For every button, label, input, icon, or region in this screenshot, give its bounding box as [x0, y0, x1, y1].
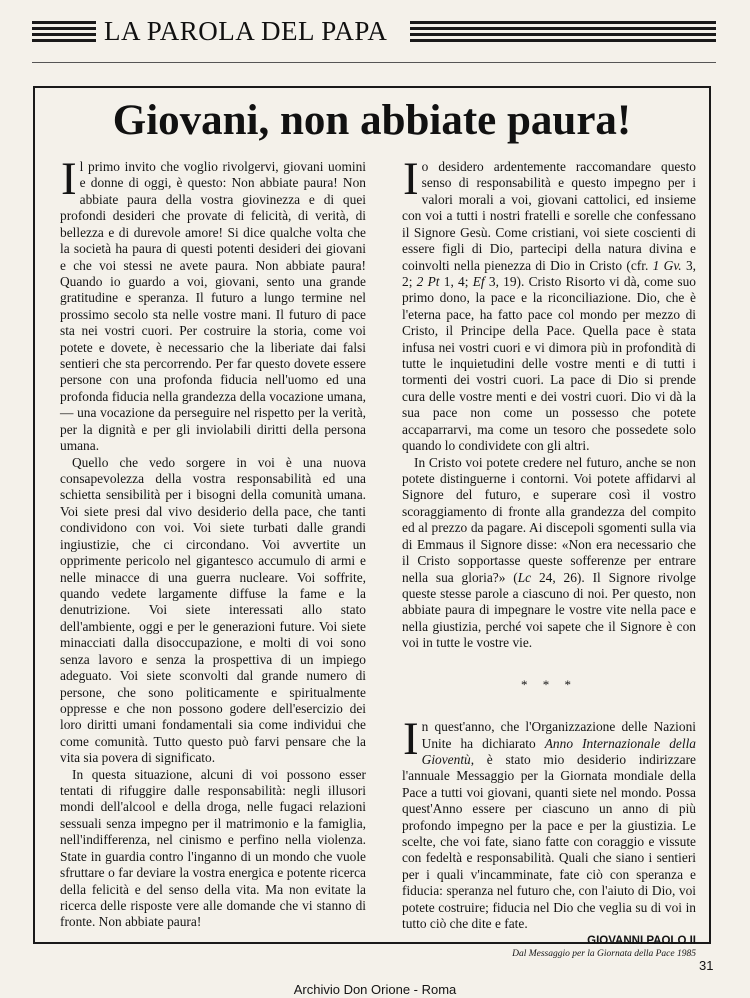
- drop-cap: I: [61, 153, 77, 205]
- section-title: LA PAROLA DEL PAPA: [104, 16, 388, 46]
- paragraph: Io desidero ardentemente raccomandare questo senso di responsabilità e questo impegno per i valori morali a voi, giovani cattolici, ed insieme con voi a tutti i nostri fratelli e sorelle che confessano il Signore Gesù. Come cristiani, voi siete coscienti di essere figli di Dio, partecipi della natura divina e coinvolti nella pienezza di Dio in Cristo (cfr. 1 Gv. 3, 2; 2 Pt 1, 4; Ef 3, 19). Cristo Risorto vi dà, come suo primo dono, la pace e la riconciliazione. Dio, che è l'eterna pace, ha fatto pace col mondo per mezzo di Cristo, il Principe della Pace. Quella pace è stata infusa nei vostri cuori e vi dimora più in profondità di tutte le inquietudini delle vostre menti e di tutti i tormenti dei vostri cuori. La pace di Dio si prende cura delle vostre menti e dei vostri cuori. Dio vi dà la sua pace non come un possesso che potete accaparrarvi, ma come un tesoro che possedete solo quando lo condividete con gli altri.: [402, 153, 697, 454]
- section-header: [32, 15, 716, 51]
- author-signature: GIOVANNI PAOLO II: [587, 934, 696, 947]
- paragraph: In Cristo voi potete credere nel futuro, anche se non potete distinguerne i contorni. Voi potete affidarvi al Signore del futuro, e superare così il vostro scoraggiamento di fronte alla grandezza del compito ed al prezzo da pagare. Ai discepoli sgomenti sulla via di Emmaus il Signore disse: «Non era necessario che il Cristo sopportasse queste sofferenze per entrare nella sua gloria?» (Lc 24, 26). Il Signore rivolge queste stesse parole a ciascuno di noi. Per questo, non abbiate paura di impegnare le vostre vite nella pace e nella giustizia, perché voi sapete che il Signore è con voi in tutte le vostre vie.: [402, 454, 696, 651]
- archive-credit: Archivio Don Orione - Roma: [293, 982, 457, 997]
- bible-reference: Lc: [517, 569, 532, 585]
- paragraph: Il primo invito che voglio rivolgervi, giovani uomini e donne di oggi, è questo: Non abbiate paura! Non abbiate paura della vostra giovinezza e di quei profondi desideri che provate di felicità, di verità, di bellezza e di durevole amore! Si dice qualche volta che la società ha paura di questi potenti desideri dei giovani e che voi stessi ne avete paura. Non abbiate paura! Quando io guardo a voi, giovani, sento una grande gratitudine e speranza. Il futuro a lungo termine nel prossimo secolo sta nelle vostre mani. Il futuro di pace sta nei vostri cuori. Per costruire la storia, come voi potete e dovete, è necessario che la liberiate dai falsi sentieri che sta percorrendo. Per far questo dovete essere persone con una profonda fiducia nell'uomo ed una profonda fiducia nella grandezza della vocazione umana, — una vocazione da perseguire nel rispetto per la verità, per la dignità e per gli inviolabili diritti della persona umana.: [60, 153, 366, 454]
- italic-title: Anno Internazionale della Gioventù: [421, 735, 696, 767]
- header-divider: [32, 62, 716, 63]
- drop-cap: I: [403, 153, 419, 205]
- article-column-right: [402, 153, 697, 960]
- drop-cap: I: [403, 713, 419, 766]
- section-separator: * * *: [521, 676, 577, 692]
- page-number: 31: [699, 958, 714, 973]
- header-rules-right: [410, 21, 716, 45]
- bible-reference: 2 Pt: [416, 273, 440, 289]
- article-column-left: [60, 153, 366, 931]
- article-headline: Giovani, non abbiate paura!: [112, 97, 632, 144]
- paragraph: Quello che vedo sorgere in voi è una nuova consapevolezza della vostra responsabilità ed una schietta sensibilità per i bisogni della comunità umana. Voi siete presi dal vivo desiderio della pace, che tanti condividono con voi. Voi siete turbati dalle grandi ingiustizie, che ci circondano. Voi avvertite un opprimente pericolo nel gigantesco accumulo di armi e nelle minacce di una guerra nucleare. Voi soffrite, quando vedete largamente diffuse la fame e la denutrizione. Voi siete interessati allo stato dell'ambiente, oggi e per le generazioni future. Voi siete minacciati dalla disoccupazione, e molti di voi sono senza lavoro e senza la prospettiva di un impiego adeguato. Voi siete sconvolti dal grande numero di persone, che sono politicamente e spiritualmente oppresse e che non possono godere dell'esercizio dei loro diritti umani fondamentali sia come individui che come comunità. Tutto questo può farvi pensare che la vita sia povera di significato.: [60, 454, 366, 766]
- bible-reference: 1 Gv.: [652, 257, 682, 273]
- bible-reference: Ef: [472, 273, 485, 289]
- header-rules-left: [32, 21, 96, 45]
- paragraph: In quest'anno, che l'Organizzazione delle Nazioni Unite ha dichiarato Anno Internazionale della Gioventù, è stato mio desiderio indirizzare l'annuale Messaggio per la Giornata mondiale della Pace a tutti voi giovani, quanti siete nel mondo. Possa quest'Anno essere per ciascuno un anno di più profondo impegno per la pace e per la giustizia. Le scelte, che voi fate, siano fatte con coraggio e vissute con fedeltà e responsabilità. Quali che siano i sentieri per i quali v'incamminate, fate ciò con speranza e fiducia: speranza nel futuro che, con l'aiuto di Dio, voi potete costruire; fiducia nel Dio che veglia su di voi in tutto ciò che dite e fate.: [402, 713, 696, 932]
- paragraph: In questa situazione, alcuni di voi possono esser tentati di rifuggire dalle responsabilità: negli illusori mondi dell'alcool e della droga, nelle fugaci relazioni sessuali senza impegno per il matrimonio e la famiglia, nell'indifferenza, nel cinismo e perfino nella violenza. State in guardia contro l'inganno di un mondo che vuole sfruttare o far deviare la vostra energica e potente ricerca della felicità e del senso della vita. Ma non evitate la ricerca delle risposte vere alle domande che vi stanno di fronte. Non abbiate paura!: [60, 766, 366, 930]
- source-note: Dal Messaggio per la Giornata della Pace 1985: [512, 948, 696, 959]
